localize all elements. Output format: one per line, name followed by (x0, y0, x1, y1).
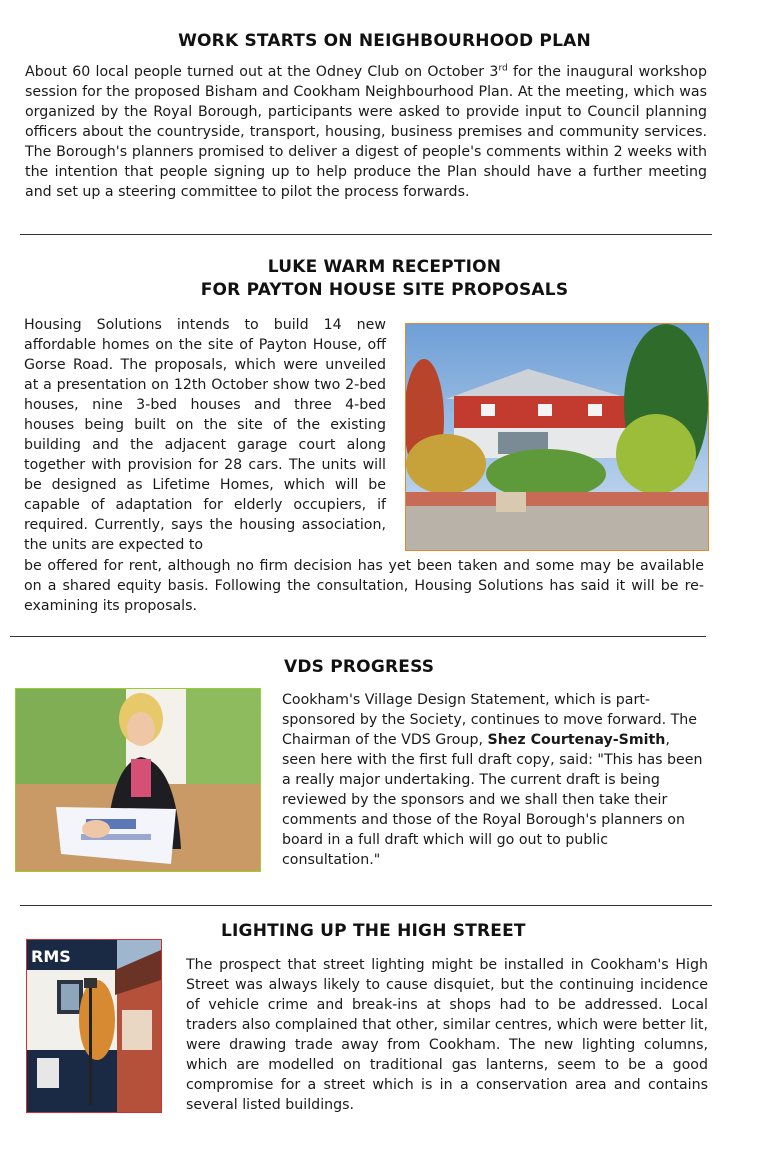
article-neighbourhood-plan-text (25, 62, 707, 202)
article3-text-after: , seen here with the first full draft copy, said: "This has been a really major undertaking. The current draft is being reviewed by the sponsors and we shall then take their comments and those of the Royal Borough's planners on board in a full draft which will go out to public consultation." (282, 732, 703, 868)
article1-text-rest: for the inaugural workshop session for the proposed Bisham and Cookham Neighbourhood Plan. At the meeting, which was organized by the Royal Borough, participants were asked to provide input to Council planning officers about the countryside, transport, housing, business premises and community services. The Borough's planners promised to deliver a digest of people's comments within 2 weeks with the intention that people signing up to help produce the Plan should have a further meeting and set up a steering committee to pilot the process forwards. (25, 64, 707, 200)
headline-payton-house-line2: FOR PAYTON HOUSE SITE PROPOSALS (200, 280, 569, 300)
article-lighting-text: The prospect that street lighting might be installed in Cookham's High Street was always likely to cause disquiet, but the continuing incidence of vehicle crime and break-ins at shops had to be addressed. Local traders also complained that other, similar centres, which were better lit, were drawing trade away from Cookham. The new lighting columns, which are modelled on traditional gas lanterns, seem to be a good compromise for a street which is in a conservation area and contains several listed buildings. (186, 957, 708, 1113)
headline-lighting-high-street: LIGHTING UP THE HIGH STREET (221, 921, 526, 941)
article3-text-before: Cookham's Village Design Statement, which is part-sponsored by the Society, continues to move forward. The Chairman of the VDS Group, (282, 692, 698, 748)
article-vds-text (282, 690, 707, 870)
pub-sign-text: RMS (31, 947, 71, 966)
payton-house-photo (405, 323, 709, 551)
headline-vds-progress: VDS PROGRESS (284, 657, 435, 677)
divider-1 (20, 234, 712, 235)
article-payton-house-text-full: be offered for rent, although no firm decision has yet been taken and some may be available on a shared equity basis. Following the consultation, Housing Solutions has said it will be re-examining its proposals. (24, 558, 704, 614)
headline-neighbourhood-plan: WORK STARTS ON NEIGHBOURHOOD PLAN (178, 31, 591, 51)
chairman-name: Shez Courtenay-Smith (487, 732, 666, 748)
high-street-photo (26, 939, 162, 1113)
article1-text-lead: About 60 local people turned out at the Odney Club on October 3 (25, 64, 499, 80)
headline-payton-house-line1: LUKE WARM RECEPTION (267, 257, 502, 277)
ordinal-suffix: rd (498, 63, 508, 74)
vds-chairman-photo (15, 688, 261, 872)
divider-2 (10, 636, 706, 637)
divider-3 (20, 905, 712, 906)
article-payton-house-text-wrapped: Housing Solutions intends to build 14 new affordable homes on the site of Payton House, off Gorse Road. The proposals, which were unveiled at a presentation on 12th October show two 2-bed houses, nine 3-bed houses and three 4-bed houses being built on the site of the existing building and the adjacent garage court along together with provision for 28 cars. The units will be designed as Lifetime Homes, which will be capable of adaptation for elderly occupiers, if required. Currently, says the housing association, the units are expected to (24, 317, 386, 553)
